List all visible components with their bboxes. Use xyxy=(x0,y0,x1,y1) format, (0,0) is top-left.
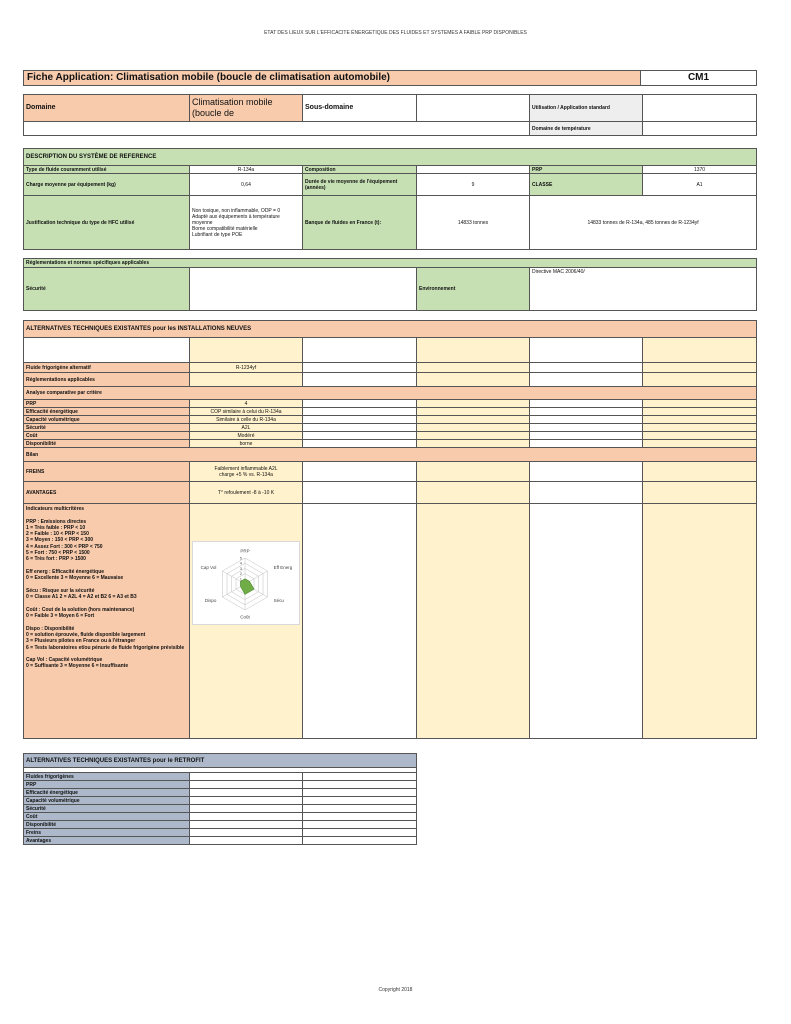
temperature-label: Domaine de température xyxy=(530,122,643,136)
fluide-label: Type de fluide couramment utilisé xyxy=(24,166,190,174)
retrofit-row-label: Coût xyxy=(24,813,190,821)
radar-tick-label: 2 xyxy=(239,571,242,577)
radar-tick-label: 3 xyxy=(239,565,242,571)
page-footer: Copyright 2018 xyxy=(378,987,413,993)
domaine-value: Climatisation mobile (boucle de xyxy=(190,95,303,122)
freins-label: FREINS xyxy=(24,462,190,482)
regulations-section-title: Réglementations et normes spécifiques applicables xyxy=(24,259,757,268)
fluide-alternatif-label: Fluide frigorigène alternatif xyxy=(24,363,190,373)
criterion-label: Disponibilité xyxy=(24,440,190,448)
banque-label: Banque de fluides en France (t): xyxy=(303,196,417,250)
radar-chart xyxy=(193,542,301,626)
fiche-title: Fiche Application: Climatisation mobile (boucle de climatisation automobile) xyxy=(24,71,641,86)
utilisation-label: Utilisation / Application standard xyxy=(530,95,643,122)
reglementations-label: Réglementations applicables xyxy=(24,373,190,387)
indicators-legend: Indicateurs multicritères PRP : Emissions directes 1 = Très faible : PRP < 10 2 = Faible : 10 < PRP < 150 3 = Moyen : 150 < PRP < 300 4 = Assez Fort : 300 < PRP < 750 5 = Fort : 750 < PRP < 1500 6 = Très fort : PRP > 1500 Eff energ : Efficacité énergétique 0 = Excellente 3 = Moyenne 6 = Mauvaise Sécu : Risque sur la sécurité 0 = Classe A1 2 = A2L 4 = A2 et B2 6 = A3 et B3 Coût : Cout de la solution (hors maintenance) 0 = Faible 3 = Moyen 6 = Fort Dispo : Disponibilité 0 = solution éprouvée, fluide disponible largement 3 = Plusieurs pilotes en France ou à l'étranger 6 = Tests laboratoires et/ou pénurie de fluide frigorigène prévisible Cap Vol : Capacité volumétrique 0 = Suffisante 3 = Moyenne 6 = Insuffisante xyxy=(24,504,190,739)
charge-label: Charge moyenne par équipement (kg) xyxy=(24,174,190,196)
fiche-code: CM1 xyxy=(641,71,757,86)
analyse-label: Analyse comparative par critère xyxy=(24,387,757,400)
retrofit-row-label: Fluides frigorigènes xyxy=(24,773,190,781)
radar-tick-label: 1 xyxy=(239,576,242,582)
domaine-label: Domaine xyxy=(24,95,190,122)
charge-value: 0,64 xyxy=(190,174,303,196)
sous-domaine-value xyxy=(417,95,530,122)
domain-table xyxy=(23,94,757,136)
criterion-value: A2L xyxy=(190,424,303,432)
avantages-label: AVANTAGES xyxy=(24,482,190,504)
banque-value: 14833 tonnes xyxy=(417,196,530,250)
radar-chart-frame xyxy=(192,541,300,625)
banque-detail: 14833 tonnes de R-134a, 485 tonnes de R-1234yf xyxy=(530,196,757,250)
duree-label: Durée de vie moyenne de l'équipement (années) xyxy=(303,174,417,196)
radar-category-label: Cap Vol xyxy=(200,565,217,570)
criterion-value: 4 xyxy=(190,400,303,408)
securite-value xyxy=(190,268,417,311)
retrofit-row-label: Sécurité xyxy=(24,805,190,813)
fluide-value: R-134a xyxy=(190,166,303,174)
radar-tick-label: 5 xyxy=(239,555,242,561)
securite-label: Sécurité xyxy=(24,268,190,311)
bilan-label: Bilan xyxy=(24,448,757,462)
criterion-label: PRP xyxy=(24,400,190,408)
retrofit-row-label: Avantages xyxy=(24,837,190,845)
radar-category-label: Dispo xyxy=(204,598,217,603)
environnement-value: Directive MAC 2006/40/ xyxy=(530,268,757,311)
avantages-value: T° refoulement -8 à -10 K xyxy=(190,482,303,504)
fluide-alternatif-value: R-1234yf xyxy=(190,363,303,373)
justification-label: Justification technique du type de HFC utilisé xyxy=(24,196,190,250)
regulations-table xyxy=(23,258,757,311)
radar-category-label: PRP xyxy=(240,548,250,554)
justification-value: Non toxique, non inflammable, ODP = 0 Adapté aux équipements à température moyenne Borne compatibilité matérielle Lubrifiant de type POE xyxy=(190,196,303,250)
radar-category-label: Coût xyxy=(240,614,250,620)
radar-tick-label: 4 xyxy=(239,560,242,566)
criterion-value: COP similaire à celui du R-134a xyxy=(190,408,303,416)
prp-label: PRP xyxy=(530,166,643,174)
criterion-value: Similaire à celle du R-134a xyxy=(190,416,303,424)
title-bar xyxy=(23,70,757,86)
temperature-value xyxy=(643,122,757,136)
radar-cell xyxy=(190,504,303,739)
criterion-label: Sécurité xyxy=(24,424,190,432)
criterion-label: Capacité volumétrique xyxy=(24,416,190,424)
composition-label: Composition xyxy=(303,166,417,174)
radar-category-label: Sécu xyxy=(273,598,284,603)
retrofit-row-label: Efficacité énergétique xyxy=(24,789,190,797)
environnement-label: Environnement xyxy=(417,268,530,311)
reference-section-title: DESCRIPTION DU SYSTÈME DE REFERENCE xyxy=(24,149,757,166)
retrofit-row-label: Freins xyxy=(24,829,190,837)
classe-value: A1 xyxy=(643,174,757,196)
duree-value: 9 xyxy=(417,174,530,196)
alternatives-new-title: ALTERNATIVES TECHNIQUES EXISTANTES pour les INSTALLATIONS NEUVES xyxy=(24,321,757,338)
retrofit-table xyxy=(23,753,417,845)
criterion-label: Efficacité énergétique xyxy=(24,408,190,416)
alternatives-new-table xyxy=(23,320,757,739)
classe-label: CLASSE xyxy=(530,174,643,196)
composition-value xyxy=(417,166,530,174)
retrofit-row-label: PRP xyxy=(24,781,190,789)
criterion-value: borne xyxy=(190,440,303,448)
freins-value: Faiblement inflammable A2L charge +5 % vs. R-134a xyxy=(190,462,303,482)
reference-table xyxy=(23,148,757,250)
retrofit-row-label: Capacité volumétrique xyxy=(24,797,190,805)
utilisation-value xyxy=(643,95,757,122)
radar-series-area xyxy=(240,579,254,595)
retrofit-row-label: Disponibilité xyxy=(24,821,190,829)
page-header: ETAT DES LIEUX SUR L'EFFICACITE ÉNERGETIQUE DES FLUIDES ET SYSTEMES A FAIBLE PRP DISPONIBLES xyxy=(264,30,527,36)
sous-domaine-label: Sous-domaine xyxy=(303,95,417,122)
criterion-value: Modéré xyxy=(190,432,303,440)
criterion-label: Coût xyxy=(24,432,190,440)
radar-category-label: Eff Energ xyxy=(273,565,293,570)
domain-empty-cell xyxy=(24,122,530,136)
retrofit-section-title: ALTERNATIVES TECHNIQUES EXISTANTES pour le RETROFIT xyxy=(24,754,417,768)
prp-value: 1370 xyxy=(643,166,757,174)
